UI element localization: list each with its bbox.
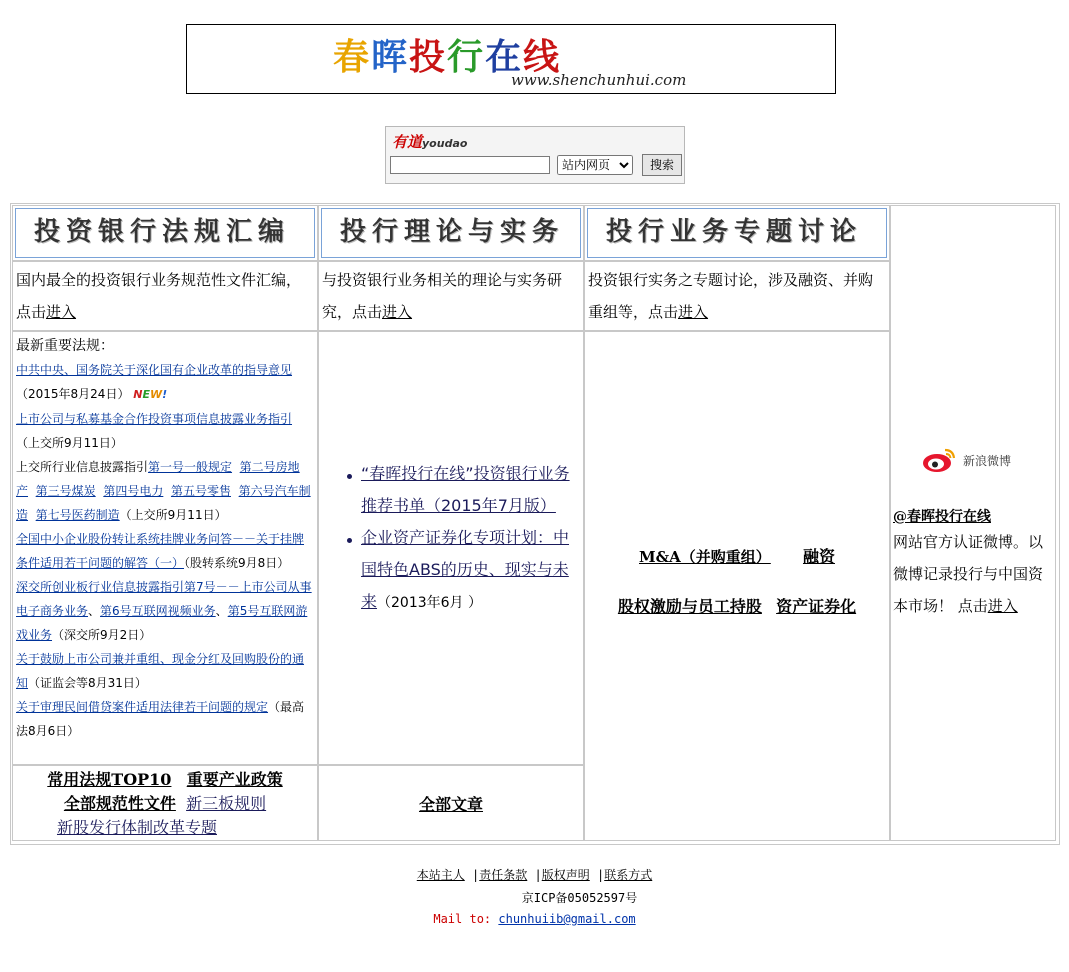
neeq-rules-link[interactable]: 新三板规则 xyxy=(186,794,267,813)
law-link[interactable]: 关于鼓励上市公司兼并重组、现金分红及回购股份的通知 xyxy=(16,652,305,690)
col3-heading-cell xyxy=(584,205,890,261)
list-item: 上市公司与私募基金合作投资事项信息披露业务指引 （上交所9月11日） xyxy=(16,412,293,450)
ipo-reform-link[interactable]: 新股发行体制改革专题 xyxy=(56,818,217,837)
law-link[interactable]: 第6号互联网视频业务 xyxy=(100,604,216,618)
search-scope-select[interactable] xyxy=(557,155,633,175)
bullet-icon xyxy=(347,538,352,543)
law-link[interactable]: 全国中小企业股份转让系统挂牌业务问答－－关于挂牌条件适用若干问题的解答（一） xyxy=(16,532,305,570)
list-item: 关于鼓励上市公司兼并重组、现金分红及回购股份的通知（证监会等8月31日） xyxy=(16,652,305,690)
search-input[interactable] xyxy=(390,156,550,174)
law-link[interactable]: 关于审理民间借贷案件适用法律若干问题的规定 xyxy=(16,700,269,714)
bullet-icon xyxy=(347,474,352,479)
all-articles-cell xyxy=(318,765,584,841)
col2-heading: 投行理论与实务 xyxy=(321,208,581,258)
law-categories xyxy=(12,765,318,841)
law-link[interactable]: 第五号零售 xyxy=(170,484,231,498)
laws-lead: 最新重要法规： xyxy=(16,338,114,354)
footer-terms-link[interactable]: 责任条款 xyxy=(479,868,528,882)
weibo-brand: 新浪微博 xyxy=(963,454,1012,468)
search-button[interactable]: 搜索 xyxy=(642,154,682,176)
col3-enter-link[interactable]: 进入 xyxy=(678,303,709,321)
law-link[interactable]: 第六号汽车制造 xyxy=(16,484,311,522)
footer-mail-link[interactable]: chunhuiib@gmail.com xyxy=(498,912,636,926)
weibo-logo[interactable] xyxy=(921,446,1031,476)
site-banner xyxy=(186,24,836,94)
title-char: 投 xyxy=(409,36,448,78)
list-item: 关于审理民间借贷案件适用法律若干问题的规定（最高法8月6日） xyxy=(16,700,305,738)
footer-mail-label: Mail to: xyxy=(433,912,492,926)
all-regulations-link[interactable]: 全部规范性文件 xyxy=(63,794,176,813)
list-item: 中共中央、国务院关于深化国有企业改革的指导意见 （2015年8月24日） NEW! xyxy=(16,363,293,401)
weibo-cell xyxy=(890,205,1056,841)
list-item xyxy=(361,458,581,522)
topic-link-financing[interactable]: 融资 xyxy=(802,547,835,566)
law-link[interactable]: 第七号医药制造 xyxy=(35,508,120,522)
industry-policy-link[interactable]: 重要产业政策 xyxy=(186,770,283,789)
col3-description: 投资银行实务之专题讨论，涉及融资、并购重组等，点击进入 xyxy=(584,261,890,331)
top10-laws-link[interactable]: 常用法规TOP10 xyxy=(47,770,172,789)
footer: 本站主人 |责任条款 |版权声明 |联系方式 京ICP备05052597号 Mail to: chunhuiib@gmail.com xyxy=(0,866,1069,926)
list-item: 全国中小企业股份转让系统挂牌业务问答－－关于挂牌条件适用若干问题的解答（一）（股转系统9月8日） xyxy=(16,532,305,570)
law-link[interactable]: 中共中央、国务院关于深化国有企业改革的指导意见 xyxy=(16,363,293,377)
topic-link-securitization[interactable]: 资产证券化 xyxy=(776,597,857,616)
youdao-search-box xyxy=(385,126,685,184)
title-char: 晖 xyxy=(371,36,410,78)
law-link[interactable]: 深交所创业板行业信息披露指引第7号－－上市公司从事电子商务业务 xyxy=(16,580,312,618)
law-link[interactable]: 上市公司与私募基金合作投资事项信息披露业务指引 xyxy=(16,412,293,426)
article-link[interactable]: “春晖投行在线”投资银行业务推荐书单（2015年7月版） xyxy=(361,464,570,515)
list-item: 上交所行业信息披露指引第一号一般规定 第二号房地产 第三号煤炭 第四号电力 第五号零售 第六号汽车制造 第七号医药制造（上交所9月11日） xyxy=(16,460,311,522)
title-char: 春 xyxy=(333,36,372,78)
latest-laws-list xyxy=(12,331,318,765)
weibo-description: 网站官方认证微博。以微博记录投行与中国资本市场！ 点击进入 xyxy=(893,533,1044,615)
footer-copyright-link[interactable]: 版权声明 xyxy=(541,868,590,882)
col3-heading: 投行业务专题讨论 xyxy=(587,208,887,258)
col2-enter-link[interactable]: 进入 xyxy=(382,303,413,321)
footer-owner-link[interactable]: 本站主人 xyxy=(416,868,465,882)
site-domain: www.shenchunhui.com xyxy=(511,71,687,89)
title-char: 行 xyxy=(447,36,486,78)
law-link[interactable]: 第三号煤炭 xyxy=(35,484,96,498)
topics-cell xyxy=(584,331,890,841)
title-char: 在 xyxy=(485,36,524,78)
youdao-logo: 有道youdao xyxy=(392,133,468,151)
col1-heading: 投资银行法规汇编 xyxy=(15,208,315,258)
weibo-handle-link[interactable]: @春晖投行在线 xyxy=(893,509,991,525)
article-link[interactable]: 企业资产证券化专项计划：中国特色ABS的历史、现实与未来 xyxy=(361,528,570,611)
title-char: 线 xyxy=(523,36,562,78)
law-link[interactable]: 第一号一般规定 xyxy=(148,460,233,474)
footer-icp: 京ICP备05052597号 xyxy=(521,891,638,905)
col1-description: 国内最全的投资银行业务规范性文件汇编，点击进入 xyxy=(12,261,318,331)
law-link[interactable]: 第二号房地产 xyxy=(16,460,300,498)
topic-link-ma[interactable]: M&A（并购重组） xyxy=(639,548,771,566)
weibo-enter-link[interactable]: 进入 xyxy=(987,597,1018,615)
new-badge-icon: NEW! xyxy=(133,388,168,401)
col2-description: 与投资银行业务相关的理论与实务研究，点击进入 xyxy=(318,261,584,331)
featured-articles xyxy=(318,331,584,765)
law-link[interactable]: 第5号互联网游戏业务 xyxy=(16,604,308,642)
list-item: 企业资产证券化专项计划：中国特色ABS的历史、现实与未来（2013年6月 ） xyxy=(361,528,570,611)
footer-contact-link[interactable]: 联系方式 xyxy=(604,868,653,882)
weibo-icon xyxy=(921,446,961,474)
col2-heading-cell xyxy=(318,205,584,261)
main-grid xyxy=(10,203,1060,845)
all-articles-link[interactable]: 全部文章 xyxy=(418,795,483,814)
list-item: 深交所创业板行业信息披露指引第7号－－上市公司从事电子商务业务、第6号互联网视频业务、第5号互联网游戏业务（深交所9月2日） xyxy=(16,580,312,642)
col1-enter-link[interactable]: 进入 xyxy=(46,303,77,321)
topic-link-equity-incentive[interactable]: 股权激励与员工持股 xyxy=(617,597,762,616)
col1-heading-cell xyxy=(12,205,318,261)
law-link[interactable]: 第四号电力 xyxy=(103,484,164,498)
